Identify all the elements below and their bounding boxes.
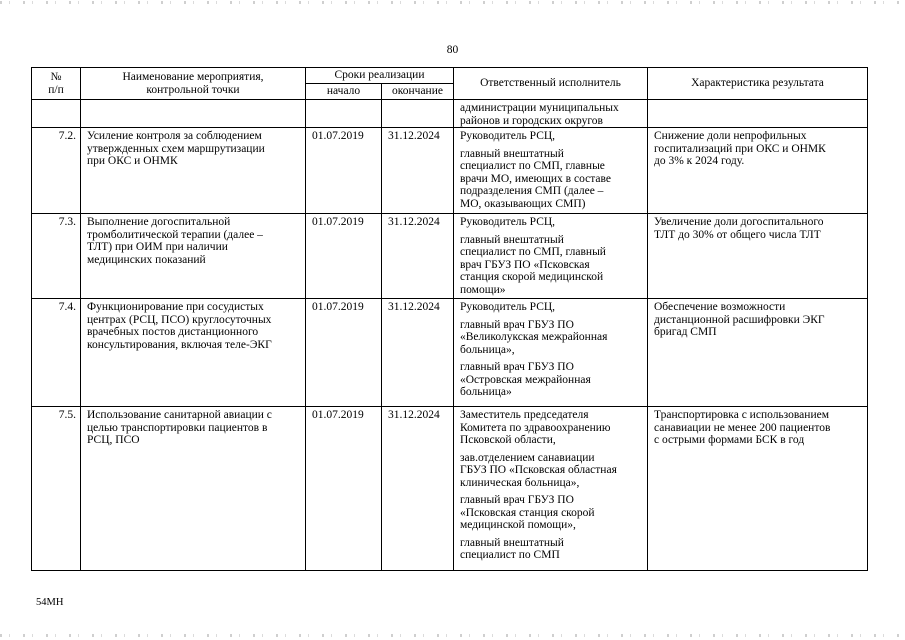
page-number: 80	[446, 44, 459, 56]
executor-paragraph: Руководитель РСЦ,	[460, 216, 556, 228]
scan-edge-top	[0, 1, 905, 4]
cell-num: 7.5.	[32, 407, 81, 571]
table-header-row	[32, 68, 868, 84]
header-terms: Сроки реализации	[306, 68, 454, 84]
executor-paragraph: главный внештатный специалист по СМП, главный врач ГБУЗ ПО «Псковская станция скорой медицинской помощи»	[460, 233, 606, 296]
header-name: Наименование мероприятия, контрольной точки	[81, 68, 306, 100]
table-row-continuation	[32, 100, 868, 128]
activity-plan-table	[31, 67, 868, 571]
cell-result: Обеспечение возможности дистанционной расшифровки ЭКГ бригад СМП	[648, 299, 868, 407]
executor-paragraph: главный внештатный специалист по СМП, главные врачи МО, имеющих в составе подразделения СМП (далее – МО, оказывающих СМП)	[460, 147, 611, 210]
header-result: Характеристика результата	[648, 68, 868, 100]
header-end: окончание	[382, 84, 454, 100]
footer-code: 54МН	[36, 597, 64, 608]
header-executor: Ответственный исполнитель	[454, 68, 648, 100]
cell-name: Функционирование при сосудистых центрах (РСЦ, ПСО) круглосуточных врачебных постов дистанционного консультирования, включая теле-ЭКГ	[81, 299, 306, 407]
executor-paragraph: главный врач ГБУЗ ПО «Великолукская межрайонная больница»,	[460, 318, 608, 356]
cell-start: 01.07.2019	[306, 128, 382, 214]
executor-paragraph: главный внештатный специалист по СМП	[460, 536, 564, 561]
cell-executor	[454, 128, 648, 214]
executor-paragraph: Руководитель РСЦ,	[460, 130, 556, 142]
cell-executor	[454, 214, 648, 299]
executor-paragraph: Руководитель РСЦ,	[460, 301, 556, 313]
cell-executor	[454, 299, 648, 407]
cell-name: Усиление контроля за соблюдением утвержденных схем маршрутизации при ОКС и ОНМК	[81, 128, 306, 214]
cell-end: 31.12.2024	[382, 407, 454, 571]
cell-name: Выполнение догоспитальной тромболитической терапии (далее – ТЛТ) при ОИМ при наличии медицинских показаний	[81, 214, 306, 299]
cell-num: 7.3.	[32, 214, 81, 299]
cell-result: Снижение доли непрофильных госпитализаций при ОКС и ОНМК до 3% к 2024 году.	[648, 128, 868, 214]
cell-start: 01.07.2019	[306, 299, 382, 407]
table-row	[32, 128, 868, 214]
cell-executor	[454, 407, 648, 571]
cell-name: Использование санитарной авиации с целью транспортировки пациентов в РСЦ, ПСО	[81, 407, 306, 571]
cell-start	[306, 100, 382, 128]
cell-num	[32, 100, 81, 128]
header-num: № п/п	[32, 68, 81, 100]
cell-start: 01.07.2019	[306, 214, 382, 299]
executor-paragraph: главный врач ГБУЗ ПО «Псковская станция скорой медицинской помощи»,	[460, 494, 595, 531]
cell-num: 7.4.	[32, 299, 81, 407]
cell-start: 01.07.2019	[306, 407, 382, 571]
cell-executor: администрации муниципальных районов и городских округов	[454, 100, 648, 128]
executor-paragraph: зав.отделением санавиации ГБУЗ ПО «Псковская областная клиническая больница»,	[460, 451, 617, 489]
cell-result: Увеличение доли догоспитального ТЛТ до 30% от общего числа ТЛТ	[648, 214, 868, 299]
cell-end: 31.12.2024	[382, 214, 454, 299]
cell-end: 31.12.2024	[382, 128, 454, 214]
cell-result	[648, 100, 868, 128]
table-row	[32, 214, 868, 299]
executor-paragraph: главный врач ГБУЗ ПО «Островская межрайонная больница»	[460, 361, 591, 398]
scan-edge-bottom	[0, 634, 905, 637]
cell-result: Транспортировка с использованием санавиации не менее 200 пациентов с острыми формами БСК в год	[648, 407, 868, 571]
cell-num: 7.2.	[32, 128, 81, 214]
cell-end	[382, 100, 454, 128]
table-row	[32, 299, 868, 407]
executor-paragraph: Заместитель председателя Комитета по здравоохранению Псковской области,	[460, 409, 611, 446]
header-start: начало	[306, 84, 382, 100]
cell-name	[81, 100, 306, 128]
cell-end: 31.12.2024	[382, 299, 454, 407]
table-row	[32, 407, 868, 571]
